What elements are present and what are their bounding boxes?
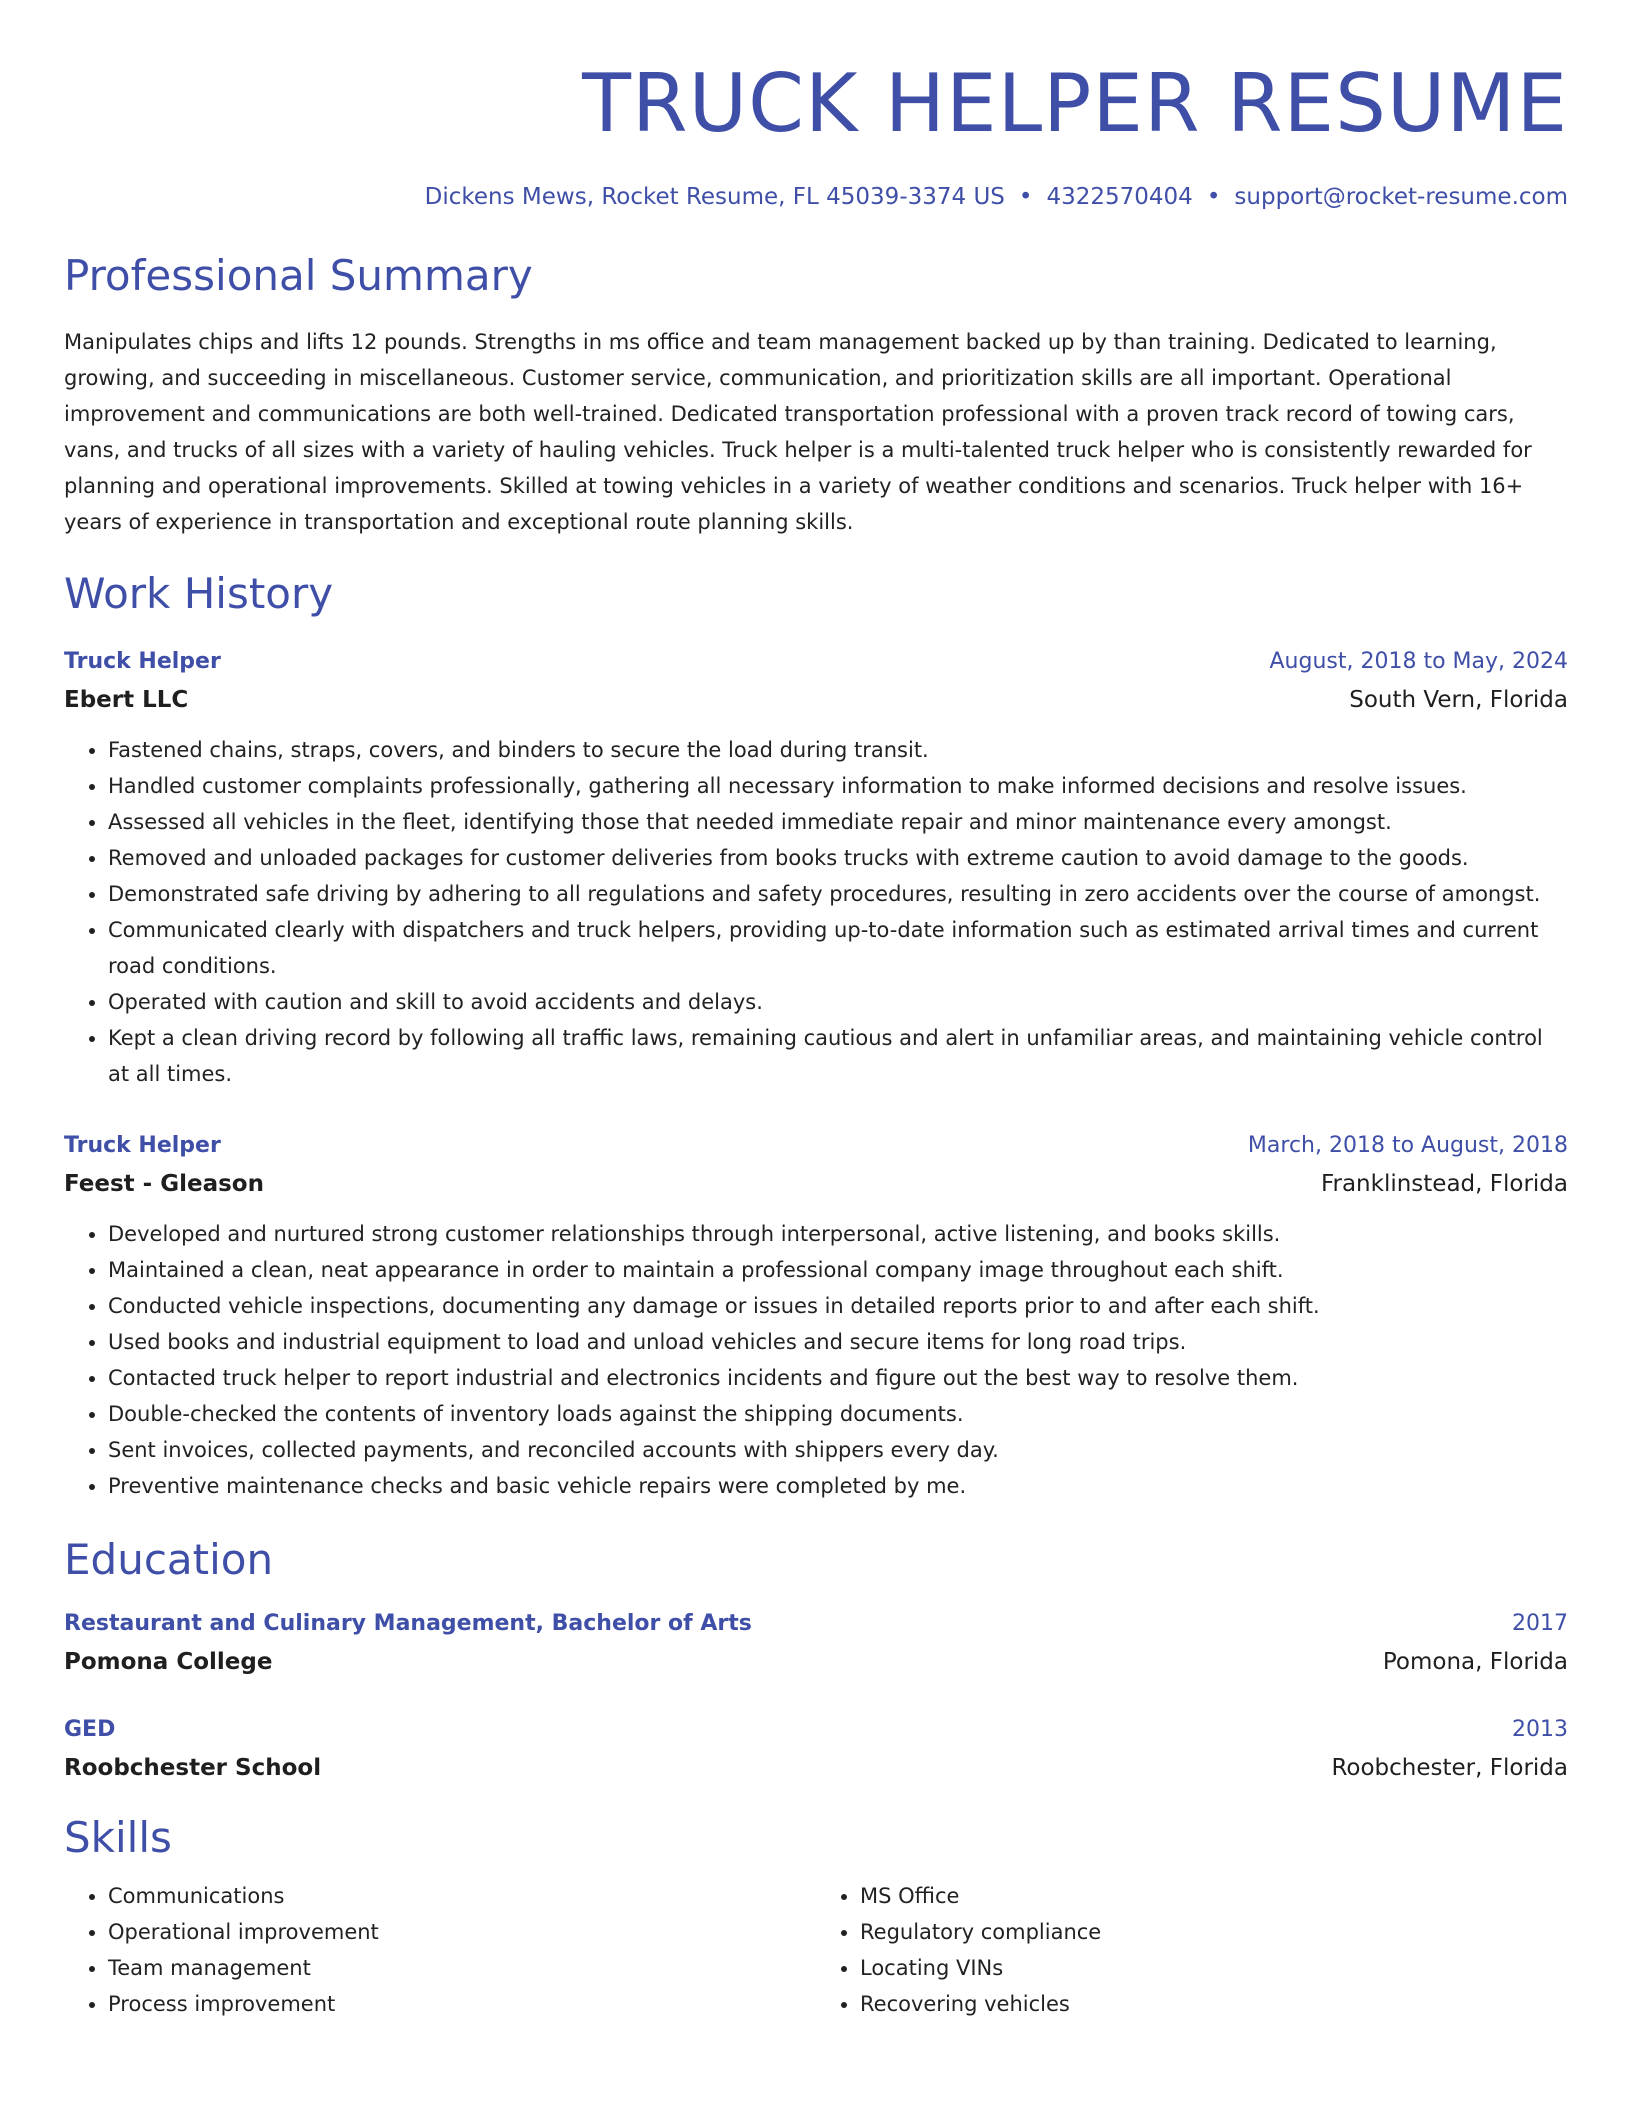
contact-email: support@rocket-resume.com xyxy=(1234,184,1568,210)
job-duty: • Conducted vehicle inspections, documenting any damage or issues in detailed reports prior to and after each shift. xyxy=(108,1288,1568,1324)
skill-item: • Locating VINs xyxy=(860,1950,1568,1986)
education-location: Roobchester, Florida xyxy=(1331,1755,1568,1781)
job-duty: • Operated with caution and skill to avoid accidents and delays. xyxy=(108,984,1568,1020)
skills-heading: Skills xyxy=(64,1813,172,1862)
job-entry xyxy=(64,1128,1568,1504)
work-history-heading: Work History xyxy=(64,569,334,618)
job-location: South Vern, Florida xyxy=(1349,687,1568,713)
job-company: Ebert LLC xyxy=(64,687,189,713)
skill-item: • Process improvement xyxy=(108,1986,816,2022)
contact-line xyxy=(64,180,1568,214)
job-company: Feest - Gleason xyxy=(64,1171,264,1197)
job-duties-list xyxy=(64,732,1568,1092)
education-school: Pomona College xyxy=(64,1649,273,1675)
job-entry xyxy=(64,644,1568,1092)
job-duty: • Double-checked the contents of inventory loads against the shipping documents. xyxy=(108,1396,1568,1432)
summary-text: Manipulates chips and lifts 12 pounds. Strengths in ms office and team management backed up by than training. Dedicated to learning, growing, and succeeding in miscellaneous. Customer service, communication, and prioritization skills are all important. Operational improvement and communications are both well-trained. Dedicated transportation professional with a proven track record of towing cars, vans, and trucks of all sizes with a variety of hauling vehicles. Truck helper is a multi-talented truck helper who is consistently rewarded for planning and operational improvements. Skilled at towing vehicles in a variety of weather conditions and scenarios. Truck helper with 16+ years of experience in transportation and exceptional route planning skills. xyxy=(64,330,1532,534)
education-school: Roobchester School xyxy=(64,1755,322,1781)
job-duty: • Sent invoices, collected payments, and reconciled accounts with shippers every day. xyxy=(108,1432,1568,1468)
skill-item: • Team management xyxy=(108,1950,816,1986)
job-duty: • Contacted truck helper to report industrial and electronics incidents and figure out the best way to resolve them. xyxy=(108,1360,1568,1396)
education-year: 2013 xyxy=(1512,1717,1568,1742)
education-school-row xyxy=(64,1748,1568,1788)
education-header-row xyxy=(64,1712,1568,1748)
job-duty: • Assessed all vehicles in the fleet, identifying those that needed immediate repair and minor maintenance every amongst. xyxy=(108,804,1568,840)
job-company-row xyxy=(64,680,1568,720)
skill-item: • Operational improvement xyxy=(108,1914,816,1950)
separator-dot: • xyxy=(1018,184,1033,210)
job-duty: • Preventive maintenance checks and basic vehicle repairs were completed by me. xyxy=(108,1468,1568,1504)
job-header-row xyxy=(64,644,1568,680)
contact-address: Dickens Mews, Rocket Resume, FL 45039-3374 US xyxy=(424,184,1005,210)
summary-section xyxy=(64,248,1568,540)
education-degree: Restaurant and Culinary Management, Bachelor of Arts xyxy=(64,1611,752,1636)
education-entry xyxy=(64,1712,1568,1788)
skills-columns xyxy=(64,1878,1568,2022)
job-company-row xyxy=(64,1164,1568,1204)
job-title: Truck Helper xyxy=(64,1133,221,1158)
job-duty: • Fastened chains, straps, covers, and binders to secure the load during transit. xyxy=(108,732,1568,768)
job-dates: March, 2018 to August, 2018 xyxy=(1247,1133,1568,1158)
skill-item: • Regulatory compliance xyxy=(860,1914,1568,1950)
job-duty: • Removed and unloaded packages for customer deliveries from books trucks with extreme caution to avoid damage to the goods. xyxy=(108,840,1568,876)
skill-item: • Recovering vehicles xyxy=(860,1986,1568,2022)
education-section xyxy=(64,1532,1568,1788)
skill-item: • MS Office xyxy=(860,1878,1568,1914)
education-location: Pomona, Florida xyxy=(1382,1649,1568,1675)
education-degree: GED xyxy=(64,1717,116,1742)
summary-heading: Professional Summary xyxy=(64,251,533,300)
education-school-row xyxy=(64,1642,1568,1682)
job-title: Truck Helper xyxy=(64,649,221,674)
job-duty: • Used books and industrial equipment to load and unload vehicles and secure items for long road trips. xyxy=(108,1324,1568,1360)
work-history-section xyxy=(64,566,1568,1504)
job-duties-list xyxy=(64,1216,1568,1504)
job-header-row xyxy=(64,1128,1568,1164)
contact-phone: 4322570404 xyxy=(1046,184,1193,210)
skills-list-left xyxy=(64,1878,816,2022)
education-year: 2017 xyxy=(1512,1611,1568,1636)
education-heading: Education xyxy=(64,1535,274,1584)
job-duty: • Maintained a clean, neat appearance in order to maintain a professional company image throughout each shift. xyxy=(108,1252,1568,1288)
job-duty: • Developed and nurtured strong customer relationships through interpersonal, active listening, and books skills. xyxy=(108,1216,1568,1252)
job-duty: • Handled customer complaints professionally, gathering all necessary information to make informed decisions and resolve issues. xyxy=(108,768,1568,804)
skill-item: • Communications xyxy=(108,1878,816,1914)
separator-dot: • xyxy=(1206,184,1221,210)
job-duty: • Communicated clearly with dispatchers and truck helpers, providing up-to-date information such as estimated arrival times and current road conditions. xyxy=(108,912,1568,984)
resume-title: TRUCK HELPER RESUME xyxy=(582,57,1568,150)
job-duty: • Kept a clean driving record by following all traffic laws, remaining cautious and alert in unfamiliar areas, and maintaining vehicle control at all times. xyxy=(108,1020,1568,1092)
skills-list-right xyxy=(816,1878,1568,2022)
job-location: Franklinstead, Florida xyxy=(1320,1171,1568,1197)
job-dates: August, 2018 to May, 2024 xyxy=(1269,649,1568,674)
education-header-row xyxy=(64,1606,1568,1642)
job-duty: • Demonstrated safe driving by adhering to all regulations and safety procedures, resulting in zero accidents over the course of amongst. xyxy=(108,876,1568,912)
skills-section xyxy=(64,1810,1568,2022)
education-entry xyxy=(64,1606,1568,1682)
